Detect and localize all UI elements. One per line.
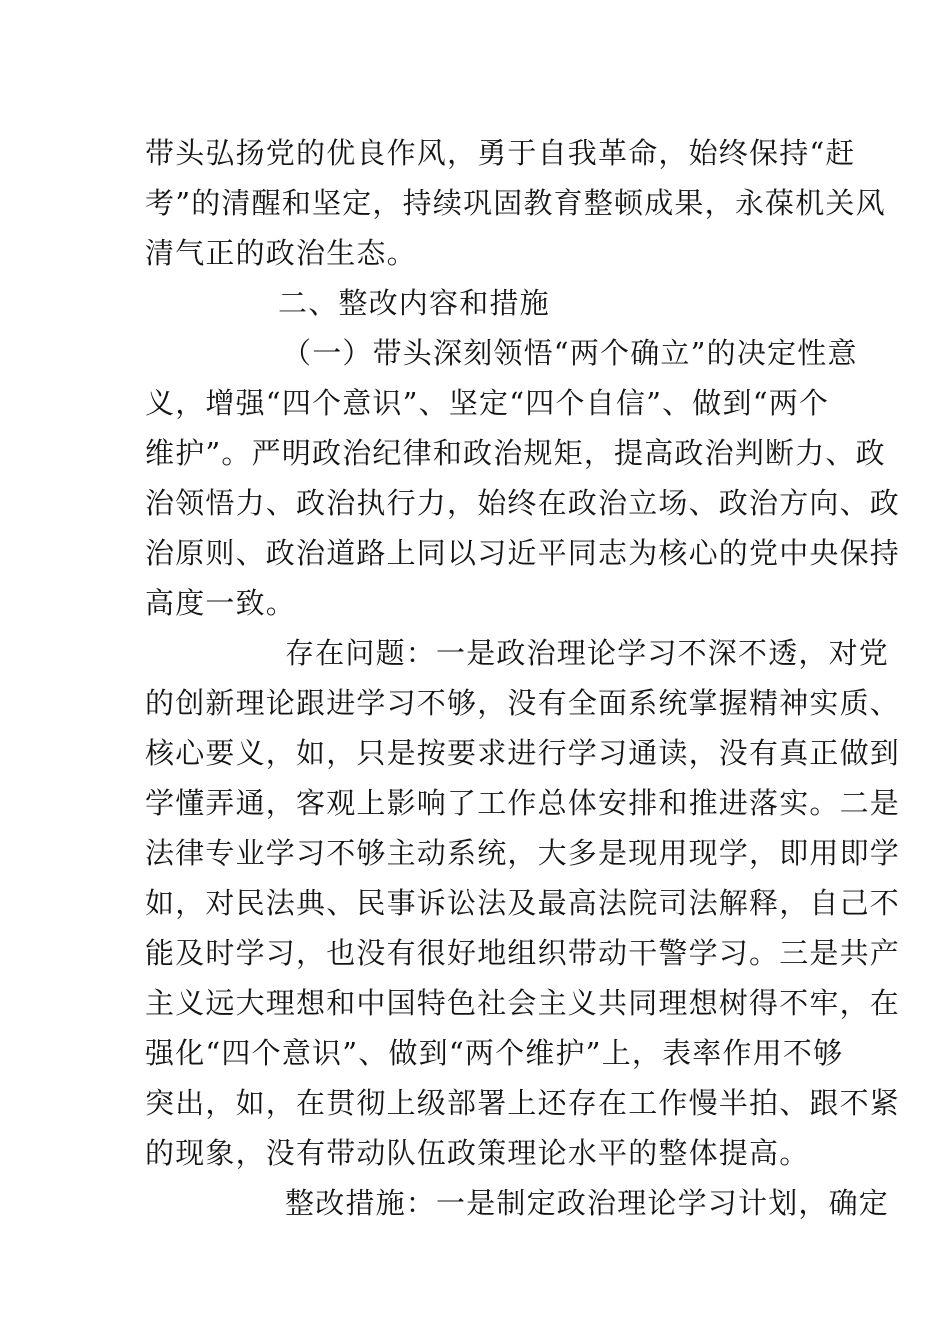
- section-heading-text: 二、整改内容和措施: [278, 286, 550, 320]
- section-heading: [145, 278, 810, 328]
- paragraph-line: 治原则、政治道路上同以习近平同志为核心的党中央保持: [145, 536, 901, 570]
- paragraph-line: 整改措施：一是制定政治理论学习计划，确定: [285, 1186, 890, 1220]
- subsection-1-paragraph: [145, 328, 901, 628]
- paragraph-line: 核心要义，如，只是按要求进行学习通读，没有真正做到: [145, 736, 901, 770]
- intro-paragraph: [145, 128, 886, 278]
- paragraph-line: 存在问题：一是政治理论学习不深不透，对党: [285, 636, 890, 670]
- paragraph-line: 治领悟力、政治执行力，始终在政治立场、政治方向、政: [145, 486, 901, 520]
- measures-paragraph: [145, 1178, 890, 1228]
- paragraph-line: 主义远大理想和中国特色社会主义共同理想树得不牢，在: [145, 986, 901, 1020]
- paragraph-line: 法律专业学习不够主动系统，大多是现用现学，即用即学: [145, 836, 901, 870]
- paragraph-line: （一）带头深刻领悟“两个确立”的决定性意: [282, 336, 858, 370]
- paragraph-line: 如，对民法典、民事诉讼法及最高法院司法解释，自己不: [145, 886, 901, 920]
- paragraph-line: 的现象，没有带动队伍政策理论水平的整体提高。: [145, 1136, 810, 1170]
- paragraph-line: 强化“四个意识”、做到“两个维护”上，表率作用不够: [145, 1036, 844, 1070]
- paragraph-line: 带头弘扬党的优良作风，勇于自我革命，始终保持“赶: [145, 136, 856, 170]
- paragraph-line: 学懂弄通，客观上影响了工作总体安排和推进落实。二是: [145, 786, 901, 820]
- paragraph-line: 高度一致。: [145, 586, 297, 620]
- paragraph-line: 维护”。严明政治纪律和政治规矩，提高政治判断力、政: [145, 436, 886, 470]
- paragraph-line: 突出，如，在贯彻上级部署上还存在工作慢半拍、跟不紧: [145, 1086, 901, 1120]
- paragraph-line: 义，增强“四个意识”、坚定“四个自信”、做到“两个: [145, 386, 830, 420]
- paragraph-line: 清气正的政治生态。: [145, 236, 417, 270]
- paragraph-line: 考”的清醒和坚定，持续巩固教育整顿成果，永葆机关风: [145, 186, 886, 220]
- issues-paragraph: [145, 628, 901, 1178]
- paragraph-line: 的创新理论跟进学习不够，没有全面系统掌握精神实质、: [145, 686, 901, 720]
- paragraph-line: 能及时学习，也没有很好地组织带动干警学习。三是共产: [145, 936, 901, 970]
